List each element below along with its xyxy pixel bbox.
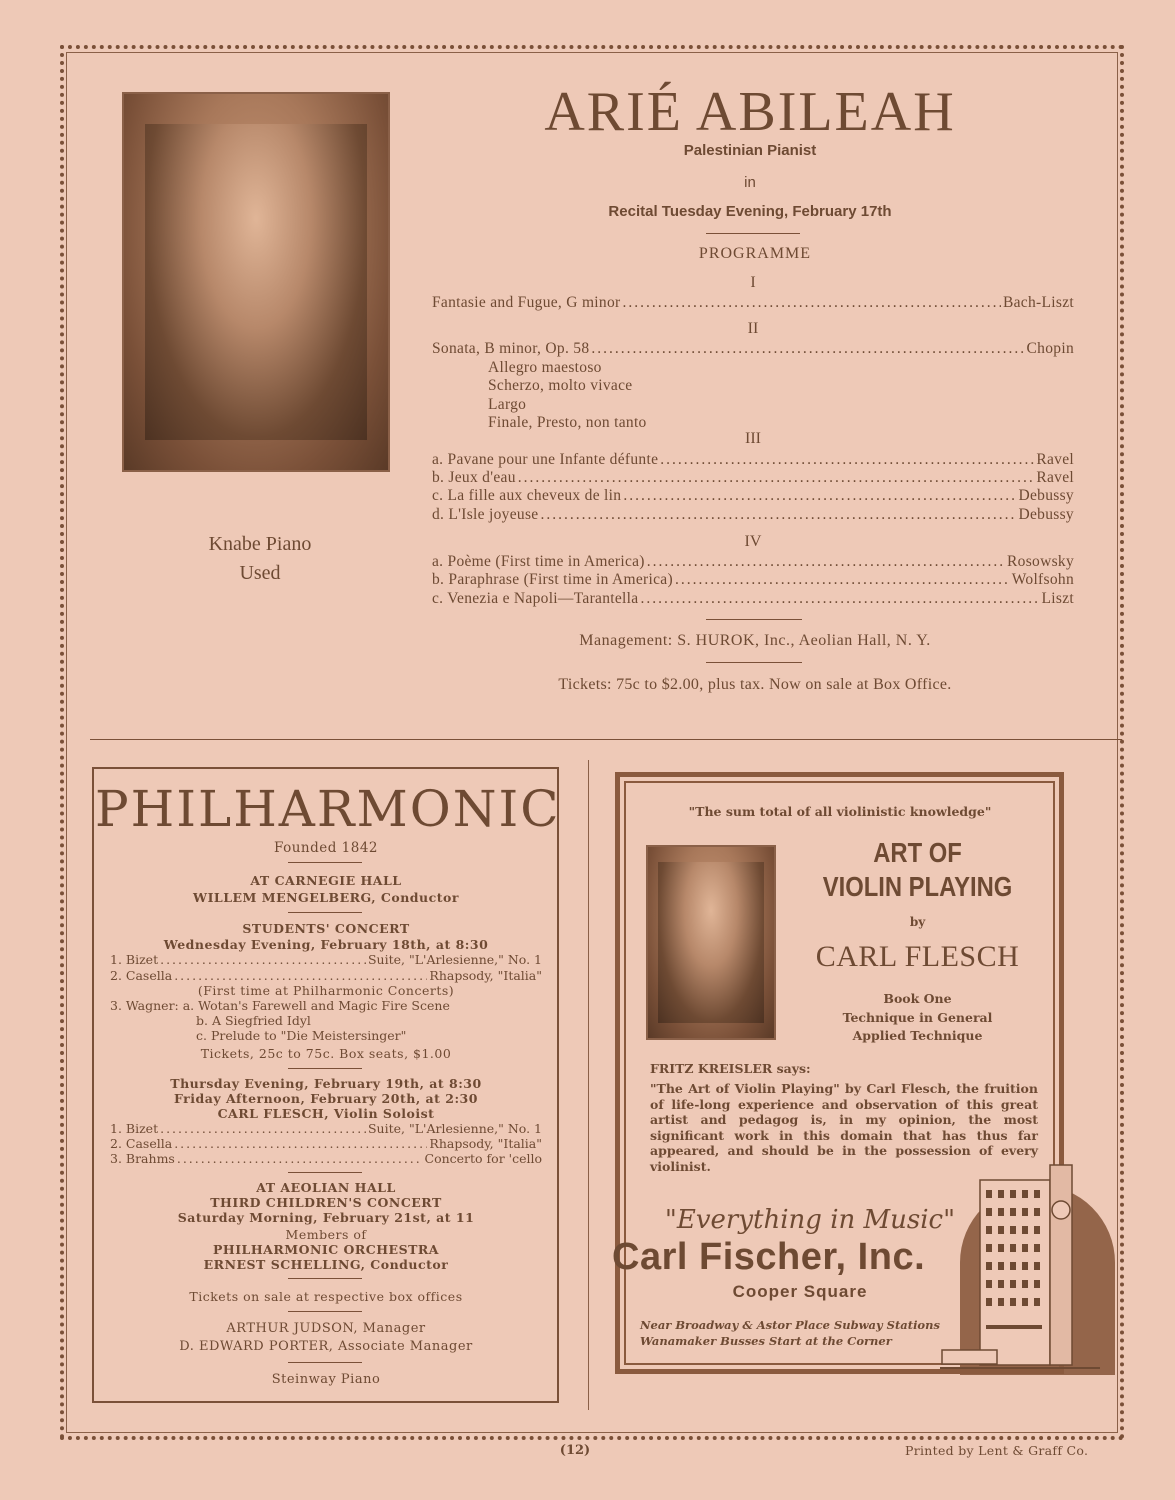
friday-date: Friday Afternoon, February 20th, at 2:30 <box>174 1091 478 1106</box>
column-divider <box>588 760 589 1410</box>
students-tickets: Tickets, 25c to 75c. Box seats, $1.00 <box>200 1046 452 1061</box>
piece-composer: Ravel <box>1036 451 1074 468</box>
movement: Allegro maestoso <box>488 359 602 376</box>
slogan: "Everything in Music" <box>664 1205 956 1235</box>
steinway-piano: Steinway Piano <box>271 1372 381 1387</box>
piece-title: a. Pavane pour une Infante défunte <box>432 451 659 468</box>
book-title-line1: ART OF <box>873 837 962 868</box>
programme-item <box>432 506 1074 524</box>
composer-label: 1. Bizet <box>110 1121 159 1136</box>
pianist-portrait-photo <box>122 92 390 472</box>
piece-title: b. Paraphrase (First time in America) <box>432 571 673 588</box>
divider <box>288 1278 362 1279</box>
work-title: Suite, "L'Arlesienne," No. 1 <box>367 952 542 967</box>
directions-line2: Wanamaker Busses Start at the Corner <box>640 1334 892 1348</box>
piece-title: d. L'Isle joyeuse <box>432 506 539 523</box>
book-author: CARL FLESCH <box>815 940 1020 973</box>
applied-technique: Applied Technique <box>852 1028 983 1043</box>
programme-item <box>110 952 542 967</box>
artist-subtitle: Palestinian Pianist <box>683 142 817 159</box>
wagner-a: 3. Wagner: a. Wotan's Farewell and Magic Fire Scene <box>110 998 450 1013</box>
kreisler-says: FRITZ KREISLER says: <box>650 1061 811 1076</box>
orchestra-name: PHILHARMONIC ORCHESTRA <box>212 1242 440 1257</box>
book-one: Book One <box>883 991 952 1006</box>
programme-item <box>432 571 1074 589</box>
company-name: Carl Fischer, Inc. <box>612 1236 926 1278</box>
programme-item <box>432 340 1074 358</box>
tickets-line: Tickets: 75c to $2.00, plus tax. Now on sale at Box Office. <box>558 676 952 693</box>
section-numeral-2: II <box>747 320 759 337</box>
movement: Scherzo, molto vivace <box>488 377 633 394</box>
programme-item <box>432 553 1074 571</box>
venue-carnegie: AT CARNEGIE HALL <box>250 873 402 888</box>
venue-aeolian: AT AEOLIAN HALL <box>256 1180 396 1195</box>
piece-title: Sonata, B minor, Op. 58 <box>432 340 590 357</box>
work-title: Concerto for 'cello <box>424 1151 542 1166</box>
work-title: Suite, "L'Arlesienne," No. 1 <box>367 1121 542 1136</box>
divider <box>288 1311 362 1312</box>
associate-manager-line: D. EDWARD PORTER, Associate Manager <box>179 1339 473 1354</box>
philharmonic-title: PHILHARMONIC <box>95 780 561 838</box>
tickets-box-office: Tickets on sale at respective box offices <box>189 1289 463 1304</box>
portrait-figure <box>658 862 764 1022</box>
composer-label: 3. Brahms <box>110 1151 175 1166</box>
carl-flesch-portrait <box>646 845 776 1040</box>
kreisler-quote: "The Art of Violin Playing" by Carl Flesch, the fruition of life-long experience and observation of this great artist and pedagog is, in my opinion, the most significant work in this domain that has thus far appeared, and should be in the possession of every violinist. <box>650 1081 1038 1174</box>
section-numeral-4: IV <box>744 533 762 550</box>
divider <box>288 862 362 863</box>
portrait-figure <box>145 124 367 440</box>
students-concert-date: Wednesday Evening, February 18th, at 8:30 <box>163 937 489 952</box>
programme-item <box>110 1151 542 1166</box>
piano-note-line2: Used <box>239 562 281 584</box>
programme-item <box>110 968 542 983</box>
divider <box>288 1362 362 1363</box>
divider <box>288 912 362 913</box>
by-word: by <box>909 915 926 929</box>
piece-composer: Wolfsohn <box>1011 571 1074 588</box>
recital-date: Recital Tuesday Evening, February 17th <box>608 203 892 220</box>
programme-item <box>432 294 1074 312</box>
piece-title: Fantasie and Fugue, G minor <box>432 294 621 311</box>
artist-name: ARIÉ ABILEAH <box>544 81 956 143</box>
piece-title: c. La fille aux cheveux de lin <box>432 487 622 504</box>
piano-note <box>150 530 370 588</box>
programme-item <box>110 1121 542 1136</box>
children-concert-date: Saturday Morning, February 21st, at 11 <box>177 1210 475 1225</box>
in-word: in <box>744 174 756 191</box>
directions-line1: Near Broadway & Astor Place Subway Stations <box>640 1318 940 1332</box>
composer-label: 2. Casella <box>110 1136 173 1151</box>
divider <box>706 619 802 620</box>
management-line: Management: S. HUROK, Inc., Aeolian Hall, N. Y. <box>579 632 931 649</box>
students-concert-heading: STUDENTS' CONCERT <box>242 921 410 936</box>
composer-label: 2. Casella <box>110 968 173 983</box>
piece-title: a. Poème (First time in America) <box>432 553 645 570</box>
manager-line: ARTHUR JUDSON, Manager <box>226 1321 426 1336</box>
composer-label: 1. Bizet <box>110 952 159 967</box>
children-concert-heading: THIRD CHILDREN'S CONCERT <box>210 1195 442 1210</box>
book-title-line2: VIOLIN PLAYING <box>822 871 1013 902</box>
piece-composer: Debussy <box>1018 506 1074 523</box>
printer-credit: Printed by Lent & Graff Co. <box>905 1443 1089 1458</box>
piece-title: b. Jeux d'eau <box>432 469 516 486</box>
technique-general: Technique in General <box>842 1010 993 1025</box>
conductor-schelling: ERNEST SCHELLING, Conductor <box>203 1257 449 1272</box>
wagner-b: b. A Siegfried Idyl <box>196 1013 311 1028</box>
page-number: (12) <box>559 1443 591 1458</box>
soloist-line: CARL FLESCH, Violin Soloist <box>217 1106 435 1121</box>
piece-composer: Bach-Liszt <box>1002 294 1074 311</box>
divider <box>288 1172 362 1173</box>
piece-composer: Ravel <box>1036 469 1074 486</box>
wagner-c: c. Prelude to "Die Meistersinger" <box>196 1028 407 1043</box>
movement: Largo <box>488 396 527 413</box>
piece-title: c. Venezia e Napoli—Tarantella <box>432 590 639 607</box>
company-address: Cooper Square <box>732 1282 868 1301</box>
piece-composer: Debussy <box>1018 487 1074 504</box>
programme-item <box>110 1136 542 1151</box>
founded-line: Founded 1842 <box>273 840 379 856</box>
members-of: Members of <box>285 1227 367 1242</box>
thursday-date: Thursday Evening, February 19th, at 8:30 <box>170 1076 482 1091</box>
section-numeral-3: III <box>745 430 761 447</box>
section-divider <box>90 739 1122 740</box>
work-title: Rhapsody, "Italia" <box>429 1136 542 1151</box>
piece-composer: Chopin <box>1026 340 1074 357</box>
programme-item <box>432 487 1074 505</box>
piece-composer: Liszt <box>1041 590 1074 607</box>
divider <box>706 662 802 663</box>
divider <box>288 1068 362 1069</box>
programme-item <box>432 469 1074 487</box>
piece-composer: Rosowsky <box>1007 553 1074 570</box>
casella-note: (First time at Philharmonic Concerts) <box>197 983 455 998</box>
programme-item <box>432 451 1074 469</box>
programme-item <box>432 590 1074 608</box>
conductor-mengelberg: WILLEM MENGELBERG, Conductor <box>193 890 459 905</box>
ad-quote-heading: "The sum total of all violinistic knowledge" <box>688 804 992 819</box>
work-title: Rhapsody, "Italia" <box>429 968 542 983</box>
piano-note-line1: Knabe Piano <box>208 533 312 555</box>
movement: Finale, Presto, non tanto <box>488 414 647 431</box>
section-numeral-1: I <box>750 274 756 291</box>
programme-heading: PROGRAMME <box>698 245 812 262</box>
divider <box>706 233 800 234</box>
